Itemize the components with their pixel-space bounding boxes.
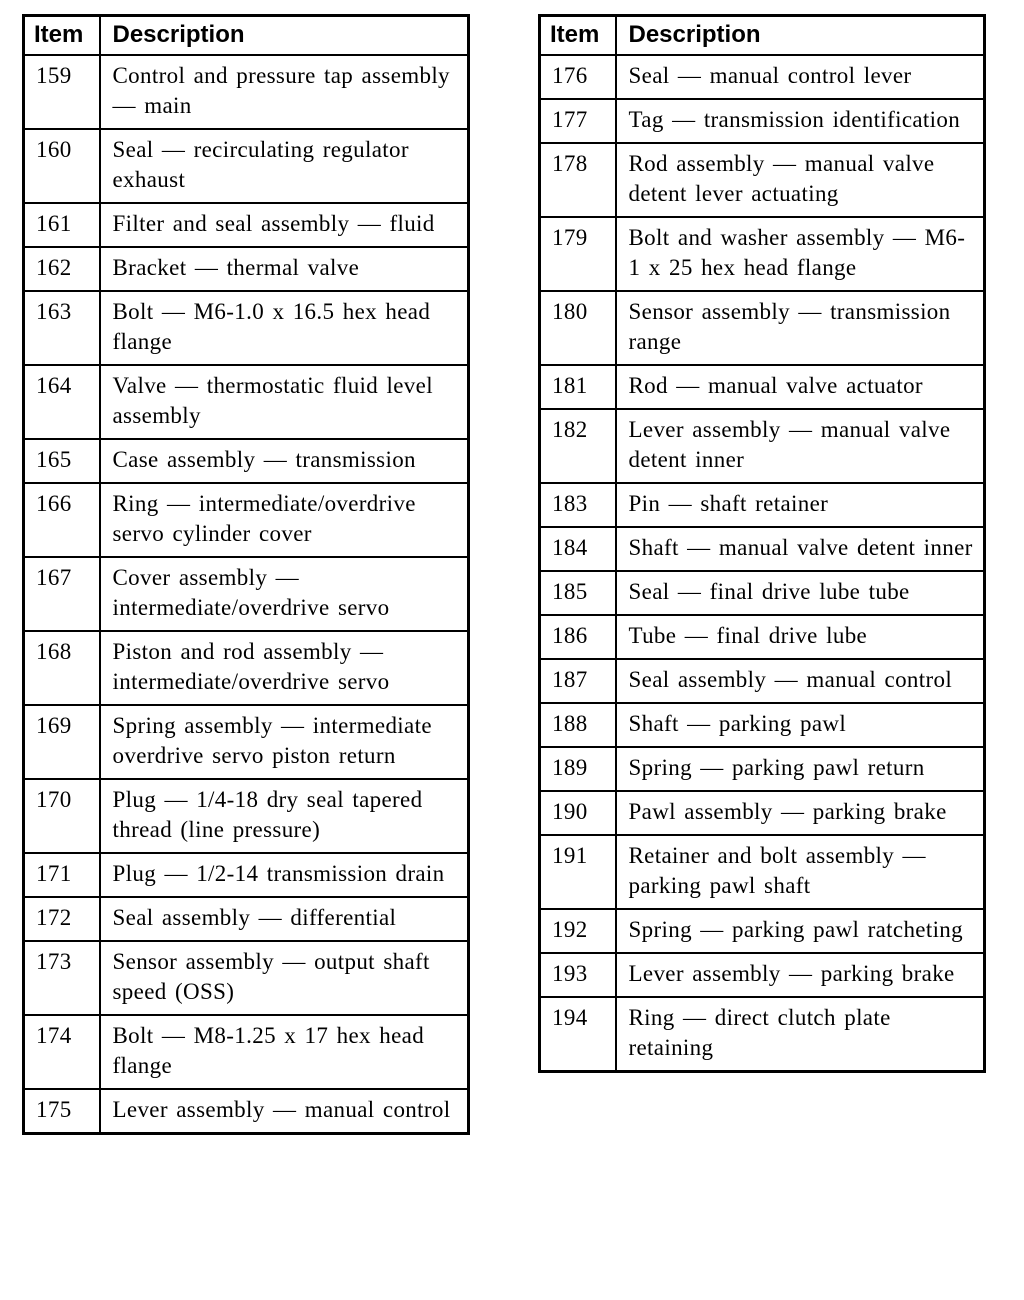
item-cell: 169 bbox=[24, 705, 100, 779]
description-cell: Plug — 1/4-18 dry seal tapered thread (line pressure) bbox=[100, 779, 469, 853]
description-cell: Spring assembly — intermediate overdrive servo piston return bbox=[100, 705, 469, 779]
description-cell: Bolt — M6-1.0 x 16.5 hex head flange bbox=[100, 291, 469, 365]
table-row bbox=[540, 953, 985, 997]
table-body bbox=[24, 55, 469, 1134]
item-cell: 190 bbox=[540, 791, 616, 835]
description-column-header: Description bbox=[616, 16, 985, 56]
item-cell: 182 bbox=[540, 409, 616, 483]
description-cell: Pawl assembly — parking brake bbox=[616, 791, 985, 835]
table-row bbox=[24, 631, 469, 705]
description-cell: Bolt — M8-1.25 x 17 hex head flange bbox=[100, 1015, 469, 1089]
table-row bbox=[540, 615, 985, 659]
item-cell: 177 bbox=[540, 99, 616, 143]
description-cell: Spring — parking pawl return bbox=[616, 747, 985, 791]
table-row bbox=[24, 557, 469, 631]
table-row bbox=[540, 217, 985, 291]
tables-container bbox=[22, 14, 1002, 1135]
table-row bbox=[540, 659, 985, 703]
table-row bbox=[540, 791, 985, 835]
item-cell: 178 bbox=[540, 143, 616, 217]
item-cell: 165 bbox=[24, 439, 100, 483]
description-cell: Retainer and bolt assembly — parking pawl shaft bbox=[616, 835, 985, 909]
table-row bbox=[540, 143, 985, 217]
item-cell: 168 bbox=[24, 631, 100, 705]
description-cell: Lever assembly — manual valve detent inner bbox=[616, 409, 985, 483]
item-cell: 192 bbox=[540, 909, 616, 953]
description-cell: Filter and seal assembly — fluid bbox=[100, 203, 469, 247]
header-row bbox=[24, 16, 469, 56]
description-cell: Spring — parking pawl ratcheting bbox=[616, 909, 985, 953]
item-cell: 180 bbox=[540, 291, 616, 365]
table-row bbox=[24, 129, 469, 203]
table-row bbox=[540, 527, 985, 571]
description-cell: Cover assembly — intermediate/overdrive servo bbox=[100, 557, 469, 631]
description-cell: Pin — shaft retainer bbox=[616, 483, 985, 527]
table-row bbox=[24, 705, 469, 779]
table-row bbox=[24, 203, 469, 247]
table-row bbox=[540, 99, 985, 143]
table-row bbox=[24, 55, 469, 129]
description-cell: Lever assembly — manual control bbox=[100, 1089, 469, 1134]
item-cell: 163 bbox=[24, 291, 100, 365]
item-cell: 185 bbox=[540, 571, 616, 615]
description-cell: Rod — manual valve actuator bbox=[616, 365, 985, 409]
item-cell: 162 bbox=[24, 247, 100, 291]
parts-table-left bbox=[22, 14, 470, 1135]
parts-table-right bbox=[538, 14, 986, 1073]
description-cell: Seal — manual control lever bbox=[616, 55, 985, 99]
item-cell: 183 bbox=[540, 483, 616, 527]
description-cell: Sensor assembly — transmission range bbox=[616, 291, 985, 365]
item-cell: 164 bbox=[24, 365, 100, 439]
item-cell: 160 bbox=[24, 129, 100, 203]
item-cell: 167 bbox=[24, 557, 100, 631]
item-cell: 181 bbox=[540, 365, 616, 409]
description-cell: Case assembly — transmission bbox=[100, 439, 469, 483]
description-cell: Seal assembly — differential bbox=[100, 897, 469, 941]
table-row bbox=[540, 571, 985, 615]
table-row bbox=[24, 247, 469, 291]
item-cell: 189 bbox=[540, 747, 616, 791]
table-row bbox=[540, 291, 985, 365]
item-cell: 184 bbox=[540, 527, 616, 571]
description-cell: Control and pressure tap assembly — main bbox=[100, 55, 469, 129]
description-cell: Seal — final drive lube tube bbox=[616, 571, 985, 615]
table-row bbox=[540, 703, 985, 747]
description-cell: Piston and rod assembly — intermediate/overdrive servo bbox=[100, 631, 469, 705]
table-row bbox=[24, 483, 469, 557]
table-row bbox=[24, 1089, 469, 1134]
item-cell: 161 bbox=[24, 203, 100, 247]
table-row bbox=[540, 909, 985, 953]
item-cell: 172 bbox=[24, 897, 100, 941]
description-cell: Valve — thermostatic fluid level assembly bbox=[100, 365, 469, 439]
item-cell: 179 bbox=[540, 217, 616, 291]
table-row bbox=[24, 897, 469, 941]
item-cell: 171 bbox=[24, 853, 100, 897]
table-row bbox=[540, 747, 985, 791]
description-cell: Ring — intermediate/overdrive servo cylinder cover bbox=[100, 483, 469, 557]
description-cell: Shaft — manual valve detent inner bbox=[616, 527, 985, 571]
item-cell: 176 bbox=[540, 55, 616, 99]
item-cell: 186 bbox=[540, 615, 616, 659]
item-cell: 166 bbox=[24, 483, 100, 557]
table-row bbox=[540, 835, 985, 909]
item-cell: 174 bbox=[24, 1015, 100, 1089]
description-cell: Plug — 1/2-14 transmission drain bbox=[100, 853, 469, 897]
item-cell: 175 bbox=[24, 1089, 100, 1134]
table-row bbox=[540, 365, 985, 409]
table-row bbox=[540, 409, 985, 483]
table-body bbox=[540, 55, 985, 1072]
description-cell: Shaft — parking pawl bbox=[616, 703, 985, 747]
table-row bbox=[24, 779, 469, 853]
item-cell: 193 bbox=[540, 953, 616, 997]
table-row bbox=[24, 365, 469, 439]
description-cell: Tag — transmission identification bbox=[616, 99, 985, 143]
item-column-header: Item bbox=[540, 16, 616, 56]
table-row bbox=[24, 439, 469, 483]
table-row bbox=[540, 55, 985, 99]
header-row bbox=[540, 16, 985, 56]
description-cell: Seal — recirculating regulator exhaust bbox=[100, 129, 469, 203]
table-row bbox=[24, 1015, 469, 1089]
table-row bbox=[24, 853, 469, 897]
description-column-header: Description bbox=[100, 16, 469, 56]
description-cell: Bracket — thermal valve bbox=[100, 247, 469, 291]
table-row bbox=[540, 483, 985, 527]
item-cell: 194 bbox=[540, 997, 616, 1072]
description-cell: Rod assembly — manual valve detent lever actuating bbox=[616, 143, 985, 217]
table-row bbox=[24, 941, 469, 1015]
table-row bbox=[24, 291, 469, 365]
description-cell: Ring — direct clutch plate retaining bbox=[616, 997, 985, 1072]
item-cell: 173 bbox=[24, 941, 100, 1015]
item-cell: 188 bbox=[540, 703, 616, 747]
item-cell: 187 bbox=[540, 659, 616, 703]
item-column-header: Item bbox=[24, 16, 100, 56]
description-cell: Lever assembly — parking brake bbox=[616, 953, 985, 997]
item-cell: 159 bbox=[24, 55, 100, 129]
description-cell: Sensor assembly — output shaft speed (OSS) bbox=[100, 941, 469, 1015]
table-row bbox=[540, 997, 985, 1072]
item-cell: 170 bbox=[24, 779, 100, 853]
description-cell: Seal assembly — manual control bbox=[616, 659, 985, 703]
item-cell: 191 bbox=[540, 835, 616, 909]
description-cell: Tube — final drive lube bbox=[616, 615, 985, 659]
description-cell: Bolt and washer assembly — M6-1 x 25 hex head flange bbox=[616, 217, 985, 291]
